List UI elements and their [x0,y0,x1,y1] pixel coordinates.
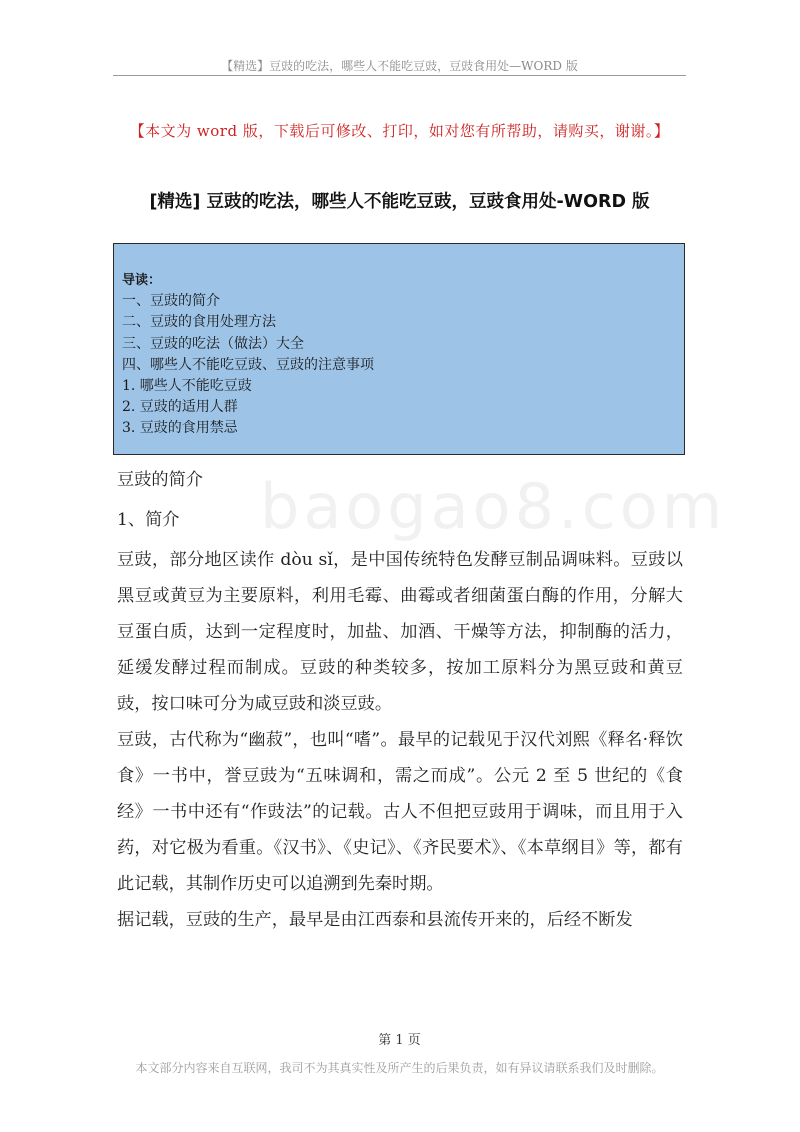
guide-box [113,243,685,455]
page-header: 【精选】豆豉的吃法，哪些人不能吃豆豉，豆豉食用处—WORD 版 [221,59,578,73]
guide-item: 四、哪些人不能吃豆豉、豆豉的注意事项 [122,356,374,373]
header-divider [113,75,686,76]
paragraph: 豆豉，部分地区读作 dòu sǐ，是中国传统特色发酵豆制品调味料。豆豉以黑豆或黄豆为主要原料，利用毛霉、曲霉或者细菌蛋白酶的作用，分解大豆蛋白质，达到一定程度时，加盐、加酒、干燥等方法，抑制酶的活力，延缓发酵过程而制成。豆豉的种类较多，按加工原料分为黑豆豉和黄豆豉，按口味可分为咸豆豉和淡豆豉。 [117,550,683,714]
guide-item: 3. 豆豉的食用禁忌 [122,420,238,437]
guide-item: 一、豆豉的简介 [122,293,220,310]
guide-item: 二、豆豉的食用处理方法 [122,314,276,331]
guide-item: 三、豆豉的吃法（做法）大全 [122,335,304,352]
document-title: [精选] 豆豉的吃法，哪些人不能吃豆豉，豆豉食用处-WORD 版 [149,192,650,212]
page-number: 第 1 页 [378,1033,421,1048]
purchase-notice: 【本文为 word 版，下载后可修改、打印，如对您有所帮助，请购买，谢谢。】 [129,122,670,140]
paragraph: 豆豉，古代称为“幽菽”，也叫“嗜”。最早的记载见于汉代刘熙《释名·释饮食》一书中，誉豆豉为“五味调和，需之而成”。公元 2 至 5 世纪的《食经》一书中还有“作豉法”的记载。古人不但把豆豉用于调味，而且用于入药，对它极为看重。《汉书》、《史记》、《齐民要术》、《本草纲目》等，都有此记载，其制作历史可以追溯到先秦时期。 [117,730,683,894]
guide-item: 1. 哪些人不能吃豆豉 [122,378,252,395]
guide-item: 2. 豆豉的适用人群 [122,399,238,416]
page-footer: 本文部分内容来自互联网，我司不为其真实性及所产生的后果负责，如有异议请联系我们及时删除。 [135,1061,664,1075]
paragraph: 据记载，豆豉的生产，最早是由江西泰和县流传开来的，后经不断发 [117,910,633,930]
section-title: 豆豉的简介 [117,470,203,490]
guide-title: 导读： [122,273,162,288]
subsection-title: 1、简介 [117,510,180,530]
watermark: baogao8.com [260,470,727,543]
body-text [117,460,683,938]
